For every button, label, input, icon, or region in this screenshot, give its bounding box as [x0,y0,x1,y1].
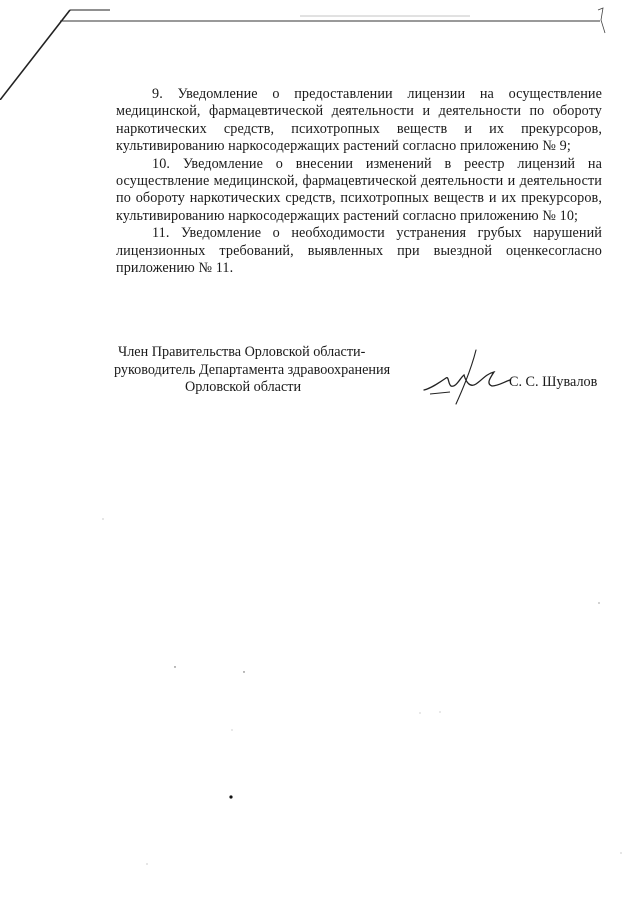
list-item-9: 9. Уведомление о предоставлении лицензии на осуществление медицинской, фармацевтической деятельности и деятельности по обороту наркотических средств, психотропных веществ и их прекурсоров, культивированию наркосодержащих растений согласно приложению № 9; [116,86,602,155]
document-body [116,86,602,277]
signatory-position [108,344,408,397]
position-line-2: руководитель Департамента здравоохранения [114,361,391,378]
position-line-3: Орловской области [185,379,302,396]
position-line-1: Член Правительства Орловской области- [118,344,366,360]
list-item-10: 10. Уведомление о внесении изменений в реестр лицензий на осуществление медицинской, фармацевтической деятельности и деятельности по обороту наркотических средств, психотропных веществ и их прекурсоров, культивированию наркосодержащих растений согласно приложению № 10; [116,155,602,224]
handwritten-signature [420,348,512,406]
list-item-11: 11. Уведомление о необходимости устранения грубых нарушений лицензионных требований, выявленных при выездной оценкесогласно приложению № 11. [116,225,602,277]
scan-artifact-top [0,0,640,100]
signer-name: С. С. Шувалов [509,374,598,390]
